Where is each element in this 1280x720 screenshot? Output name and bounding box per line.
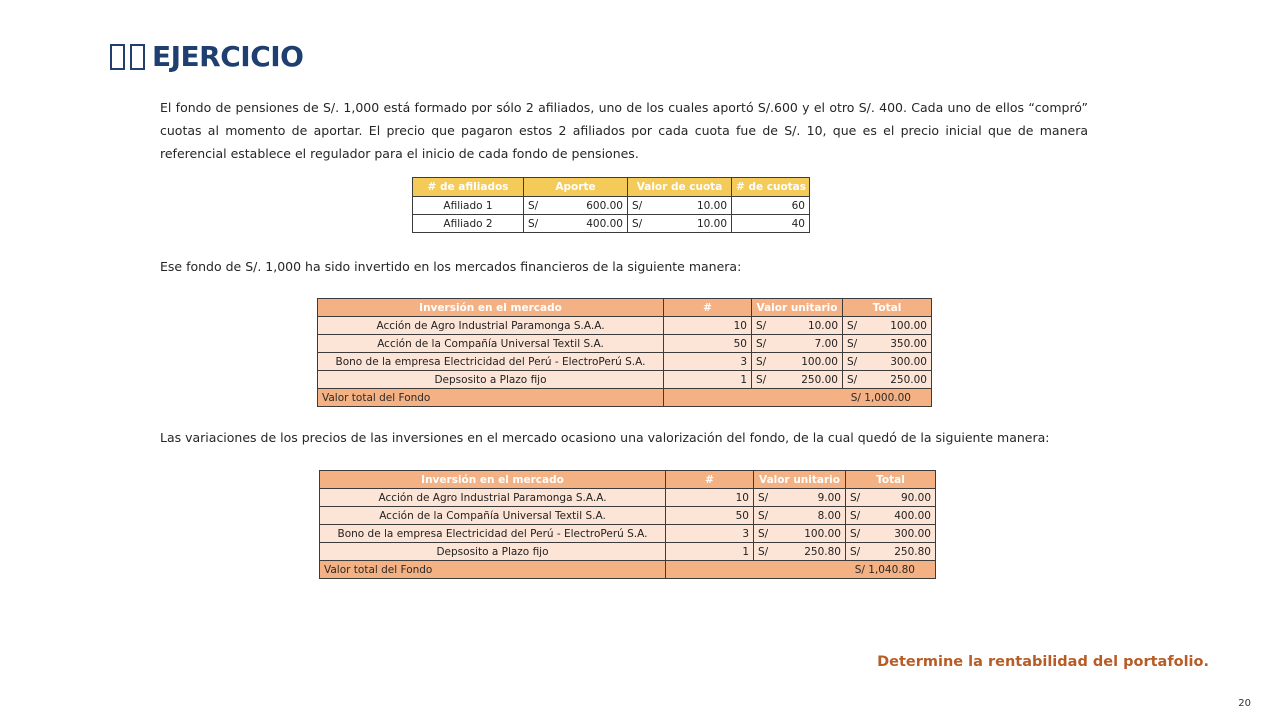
cuotas-cell: 60 [732,197,810,215]
quantity-cell: 50 [666,507,754,525]
fund-total-value: S/ 1,000.00 [664,389,932,407]
valor-cuota-cell [628,197,732,215]
quantity-cell: 1 [666,543,754,561]
total-value: 350.00 [890,337,927,350]
currency-symbol: S/ [632,199,643,212]
aporte-value: 600.00 [586,199,623,212]
table-header-row [318,299,932,317]
currency-symbol: S/ [847,355,858,368]
table-row [413,215,810,233]
unit-value-cell [752,335,843,353]
quantity-cell: 3 [664,353,752,371]
currency-symbol: S/ [756,373,767,386]
investment-name: Acción de la Compañía Universal Textil S.A. [320,507,666,525]
unit-value-cell [754,525,846,543]
missing-glyph-icon [110,44,125,70]
column-header: # [664,299,752,317]
column-header: Total [846,471,936,489]
currency-symbol: S/ [528,217,539,230]
total-cell [843,335,932,353]
fund-total-row [318,389,932,407]
unit-value-cell [752,371,843,389]
currency-symbol: S/ [847,319,858,332]
unit-value-cell [754,543,846,561]
currency-symbol: S/ [756,337,767,350]
cuotas-cell: 40 [732,215,810,233]
total-value: 300.00 [894,527,931,540]
aporte-cell [524,215,628,233]
currency-symbol: S/ [758,509,769,522]
total-cell [846,543,936,561]
affiliate-name: Afiliado 1 [413,197,524,215]
total-cell [843,353,932,371]
currency-symbol: S/ [756,355,767,368]
column-header: # [666,471,754,489]
total-value: 250.00 [890,373,927,386]
unit-value-cell [754,507,846,525]
intro-paragraph: El fondo de pensiones de S/. 1,000 está formado por sólo 2 afiliados, uno de los cuales aportó S/.600 y el otro S/. 400. Cada uno de ellos “compró” cuotas al momento de aportar. El precio que pagaron estos 2 afiliados por cada cuota fue de S/. 10, que es el precio inicial que de manera referencial establece el regulador para el inicio de cada fondo de pensiones. [160,100,1088,161]
missing-glyph-icon [130,44,145,70]
total-cell [846,489,936,507]
investment-paragraph: Ese fondo de S/. 1,000 ha sido invertido en los mercados financieros de la siguiente manera: [160,259,742,274]
total-cell [843,317,932,335]
currency-symbol: S/ [528,199,539,212]
currency-symbol: S/ [758,491,769,504]
currency-symbol: S/ [758,545,769,558]
currency-symbol: S/ [758,527,769,540]
investment-name: Depsosito a Plazo fijo [318,371,664,389]
column-header: Valor unitario [754,471,846,489]
column-header: # de afiliados [413,178,524,197]
total-cell [846,525,936,543]
unit-value: 250.80 [804,545,841,558]
investment-name: Acción de Agro Industrial Paramonga S.A.A. [318,317,664,335]
investment-name: Depsosito a Plazo fijo [320,543,666,561]
table-header-row [320,471,936,489]
investment-name: Bono de la empresa Electricidad del Perú - ElectroPerú S.A. [318,353,664,371]
currency-symbol: S/ [850,491,861,504]
column-header: Inversión en el mercado [318,299,664,317]
table-row [320,543,936,561]
column-header: Inversión en el mercado [320,471,666,489]
initial-investment-table [317,298,932,407]
exercise-question: Determine la rentabilidad del portafolio. [877,654,1209,670]
total-value: 90.00 [900,491,931,504]
table-row [320,489,936,507]
slide-title: EJERCICIO [152,40,304,73]
unit-value: 7.00 [814,337,838,350]
currency-symbol: S/ [756,319,767,332]
fund-total-value: S/ 1,040.80 [666,561,936,579]
table-row [320,507,936,525]
column-header: # de cuotas [732,178,810,197]
quantity-cell: 1 [664,371,752,389]
column-header: Total [843,299,932,317]
unit-value-cell [752,317,843,335]
unit-value: 100.00 [801,355,838,368]
page-number: 20 [1238,698,1251,709]
table-row [413,197,810,215]
table-row [320,525,936,543]
quantity-cell: 10 [666,489,754,507]
column-header: Aporte [524,178,628,197]
unit-value: 9.00 [817,491,841,504]
table-row [318,371,932,389]
variations-paragraph: Las variaciones de los precios de las inversiones en el mercado ocasiono una valorización del fondo, de la cual quedó de la siguiente manera: [160,430,1050,445]
total-value: 300.00 [890,355,927,368]
table-header-row [413,178,810,197]
affiliate-name: Afiliado 2 [413,215,524,233]
total-value: 400.00 [894,509,931,522]
unit-value-cell [752,353,843,371]
affiliates-table [412,177,810,233]
total-value: 250.80 [894,545,931,558]
valor-cuota-value: 10.00 [696,217,727,230]
unit-value: 10.00 [807,319,838,332]
fund-total-label: Valor total del Fondo [320,561,666,579]
final-investment-table [319,470,936,579]
table-row [318,317,932,335]
currency-symbol: S/ [847,373,858,386]
unit-value-cell [754,489,846,507]
currency-symbol: S/ [850,545,861,558]
column-header: Valor unitario [752,299,843,317]
unit-value: 250.00 [801,373,838,386]
unit-value: 100.00 [804,527,841,540]
total-cell [843,371,932,389]
quantity-cell: 3 [666,525,754,543]
total-cell [846,507,936,525]
currency-symbol: S/ [632,217,643,230]
fund-total-label: Valor total del Fondo [318,389,664,407]
table-row [318,353,932,371]
table-row [318,335,932,353]
investment-name: Acción de la Compañía Universal Textil S.A. [318,335,664,353]
column-header: Valor de cuota [628,178,732,197]
quantity-cell: 50 [664,335,752,353]
aporte-value: 400.00 [586,217,623,230]
total-value: 100.00 [890,319,927,332]
aporte-cell [524,197,628,215]
investment-name: Acción de Agro Industrial Paramonga S.A.A. [320,489,666,507]
valor-cuota-value: 10.00 [696,199,727,212]
valor-cuota-cell [628,215,732,233]
unit-value: 8.00 [817,509,841,522]
fund-total-row [320,561,936,579]
investment-name: Bono de la empresa Electricidad del Perú - ElectroPerú S.A. [320,525,666,543]
slide-title-group [110,40,303,73]
currency-symbol: S/ [847,337,858,350]
currency-symbol: S/ [850,509,861,522]
quantity-cell: 10 [664,317,752,335]
currency-symbol: S/ [850,527,861,540]
